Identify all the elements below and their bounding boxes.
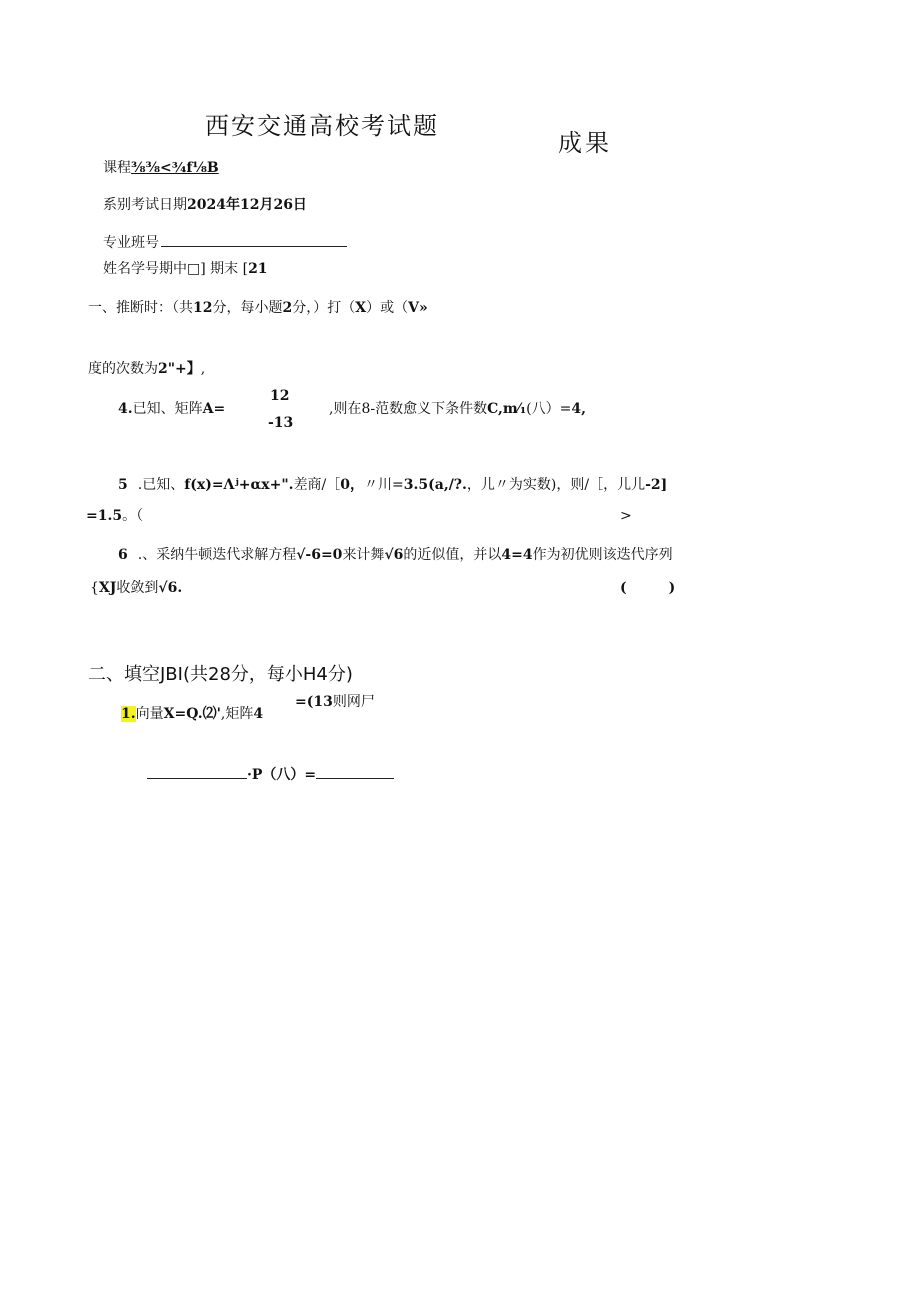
course-label: 课程: [103, 160, 131, 176]
q5-text2: 差商/［: [293, 477, 341, 493]
s1-heading-x: X: [355, 300, 367, 316]
s2-q1-blank2: [316, 766, 394, 779]
q6-line2: [90, 581, 182, 595]
s1-heading-mid1: 分，每小题: [212, 300, 283, 316]
q5-text3: 〃川=: [364, 477, 404, 493]
exam-title: 西安交通高校考试题: [205, 112, 439, 140]
degree-post: ,: [200, 361, 206, 377]
q5-text1: .已知、: [137, 477, 185, 493]
s2-q1-text2: ,矩阵: [220, 706, 254, 722]
q4-condition: [329, 402, 586, 416]
degree-line: [88, 362, 205, 376]
q6-text4: 作为初优则该迭代序列: [532, 547, 673, 563]
q5-line2-post: 。（: [122, 508, 144, 524]
q4-line: [118, 402, 225, 416]
s2-q1-answer-line: [147, 766, 394, 782]
s2-q1-matrix: 4: [253, 706, 264, 722]
date-line: [103, 198, 307, 212]
course-line: [103, 161, 219, 175]
s2-q1-right-text: 则网尸: [332, 694, 375, 710]
q5-number: 5: [118, 477, 128, 493]
section2-heading: 二、填空JBI(共28分，每小H4分): [88, 664, 353, 685]
q6-line2-val: √6.: [158, 580, 183, 596]
s2-q1-number: 1.: [121, 706, 136, 722]
q5-paren-close: >: [620, 508, 632, 524]
s1-heading-or: ）或（: [366, 300, 409, 316]
s2-q1-right: [295, 695, 375, 709]
course-value: ⅜⅜<¾f⅛B: [131, 160, 219, 176]
q6-answer-paren: ( ): [620, 580, 676, 596]
q5-line2-val: =1.5: [86, 508, 123, 524]
dept-date-label: 系别考试日期: [103, 197, 187, 213]
q6-brace: {: [90, 580, 99, 596]
s1-heading-mid2: 分，）打（: [292, 300, 356, 316]
q4-cond-pre: ,则在8-范数愈义下条件数: [329, 401, 488, 417]
q5-end: -2]: [645, 477, 668, 493]
s2-q1-vector: X=Q.⑵': [163, 706, 221, 722]
s2-q1-text1: 向量: [135, 706, 164, 722]
s1-heading-v: V»: [408, 300, 428, 316]
q6-xj: XJ: [98, 580, 117, 596]
q4-matrix-row1: 12: [270, 388, 290, 404]
q5-text4: ，儿〃为实数)，则/［，儿儿: [466, 477, 646, 493]
major-blank: [161, 234, 347, 247]
date-value: 2024年12月26日: [187, 197, 307, 213]
q5-zero: 0，: [340, 477, 365, 493]
s1-heading-each: 2: [282, 300, 293, 316]
q4-text: 已知、矩阵: [132, 401, 203, 417]
degree-val: 2"+】: [158, 361, 201, 377]
q6-number: 6: [118, 547, 128, 563]
q6-line2-text: 收敛到: [116, 580, 159, 596]
q5-val: 3.5(a,/?.: [403, 477, 467, 493]
q5-fx: f(x)=Λʲ+αx+".: [184, 477, 294, 493]
q5-line2: [86, 509, 143, 523]
score-label: 成果: [558, 129, 612, 157]
name-label: 姓名学号期中: [103, 261, 187, 277]
s1-heading-score: 12: [193, 300, 213, 316]
q4-answer: 4,: [571, 401, 586, 417]
s2-q1-right-val: =(13: [295, 694, 333, 710]
q6-text3: 的近似值，并以: [403, 547, 502, 563]
s2-q1-line: [121, 707, 263, 721]
final-label: ] 期末 [: [200, 261, 249, 277]
major-label: 专业班号: [103, 235, 159, 251]
degree-pre: 度的次数为: [88, 361, 158, 377]
q4-cond-post: (八）=: [526, 401, 572, 417]
name-line: [103, 262, 268, 276]
s2-q1-mid: ·P（八）=: [247, 767, 317, 783]
q6-text2: 来计舞: [342, 547, 385, 563]
s1-heading-pre: 一、推断时：（共: [88, 300, 193, 316]
q6-init: 4=4: [501, 547, 533, 563]
q4-matrix-label: A=: [202, 401, 226, 417]
q5-line1: [118, 478, 667, 492]
section1-heading: [88, 301, 428, 315]
major-line: [103, 234, 347, 250]
s2-q1-blank1: [147, 766, 247, 779]
q6-equation: √-6=0: [296, 547, 343, 563]
q4-cond: C,m⁄₁: [487, 401, 527, 417]
final-value: 21: [248, 261, 268, 277]
q4-matrix-row2: -13: [268, 415, 294, 431]
q6-line1: [118, 548, 673, 562]
midterm-box: □: [187, 261, 201, 277]
q6-text1: .、采纳牛顿迭代求解方程: [137, 547, 297, 563]
q4-number: 4.: [118, 401, 133, 417]
q6-sqrt: √6: [384, 547, 404, 563]
